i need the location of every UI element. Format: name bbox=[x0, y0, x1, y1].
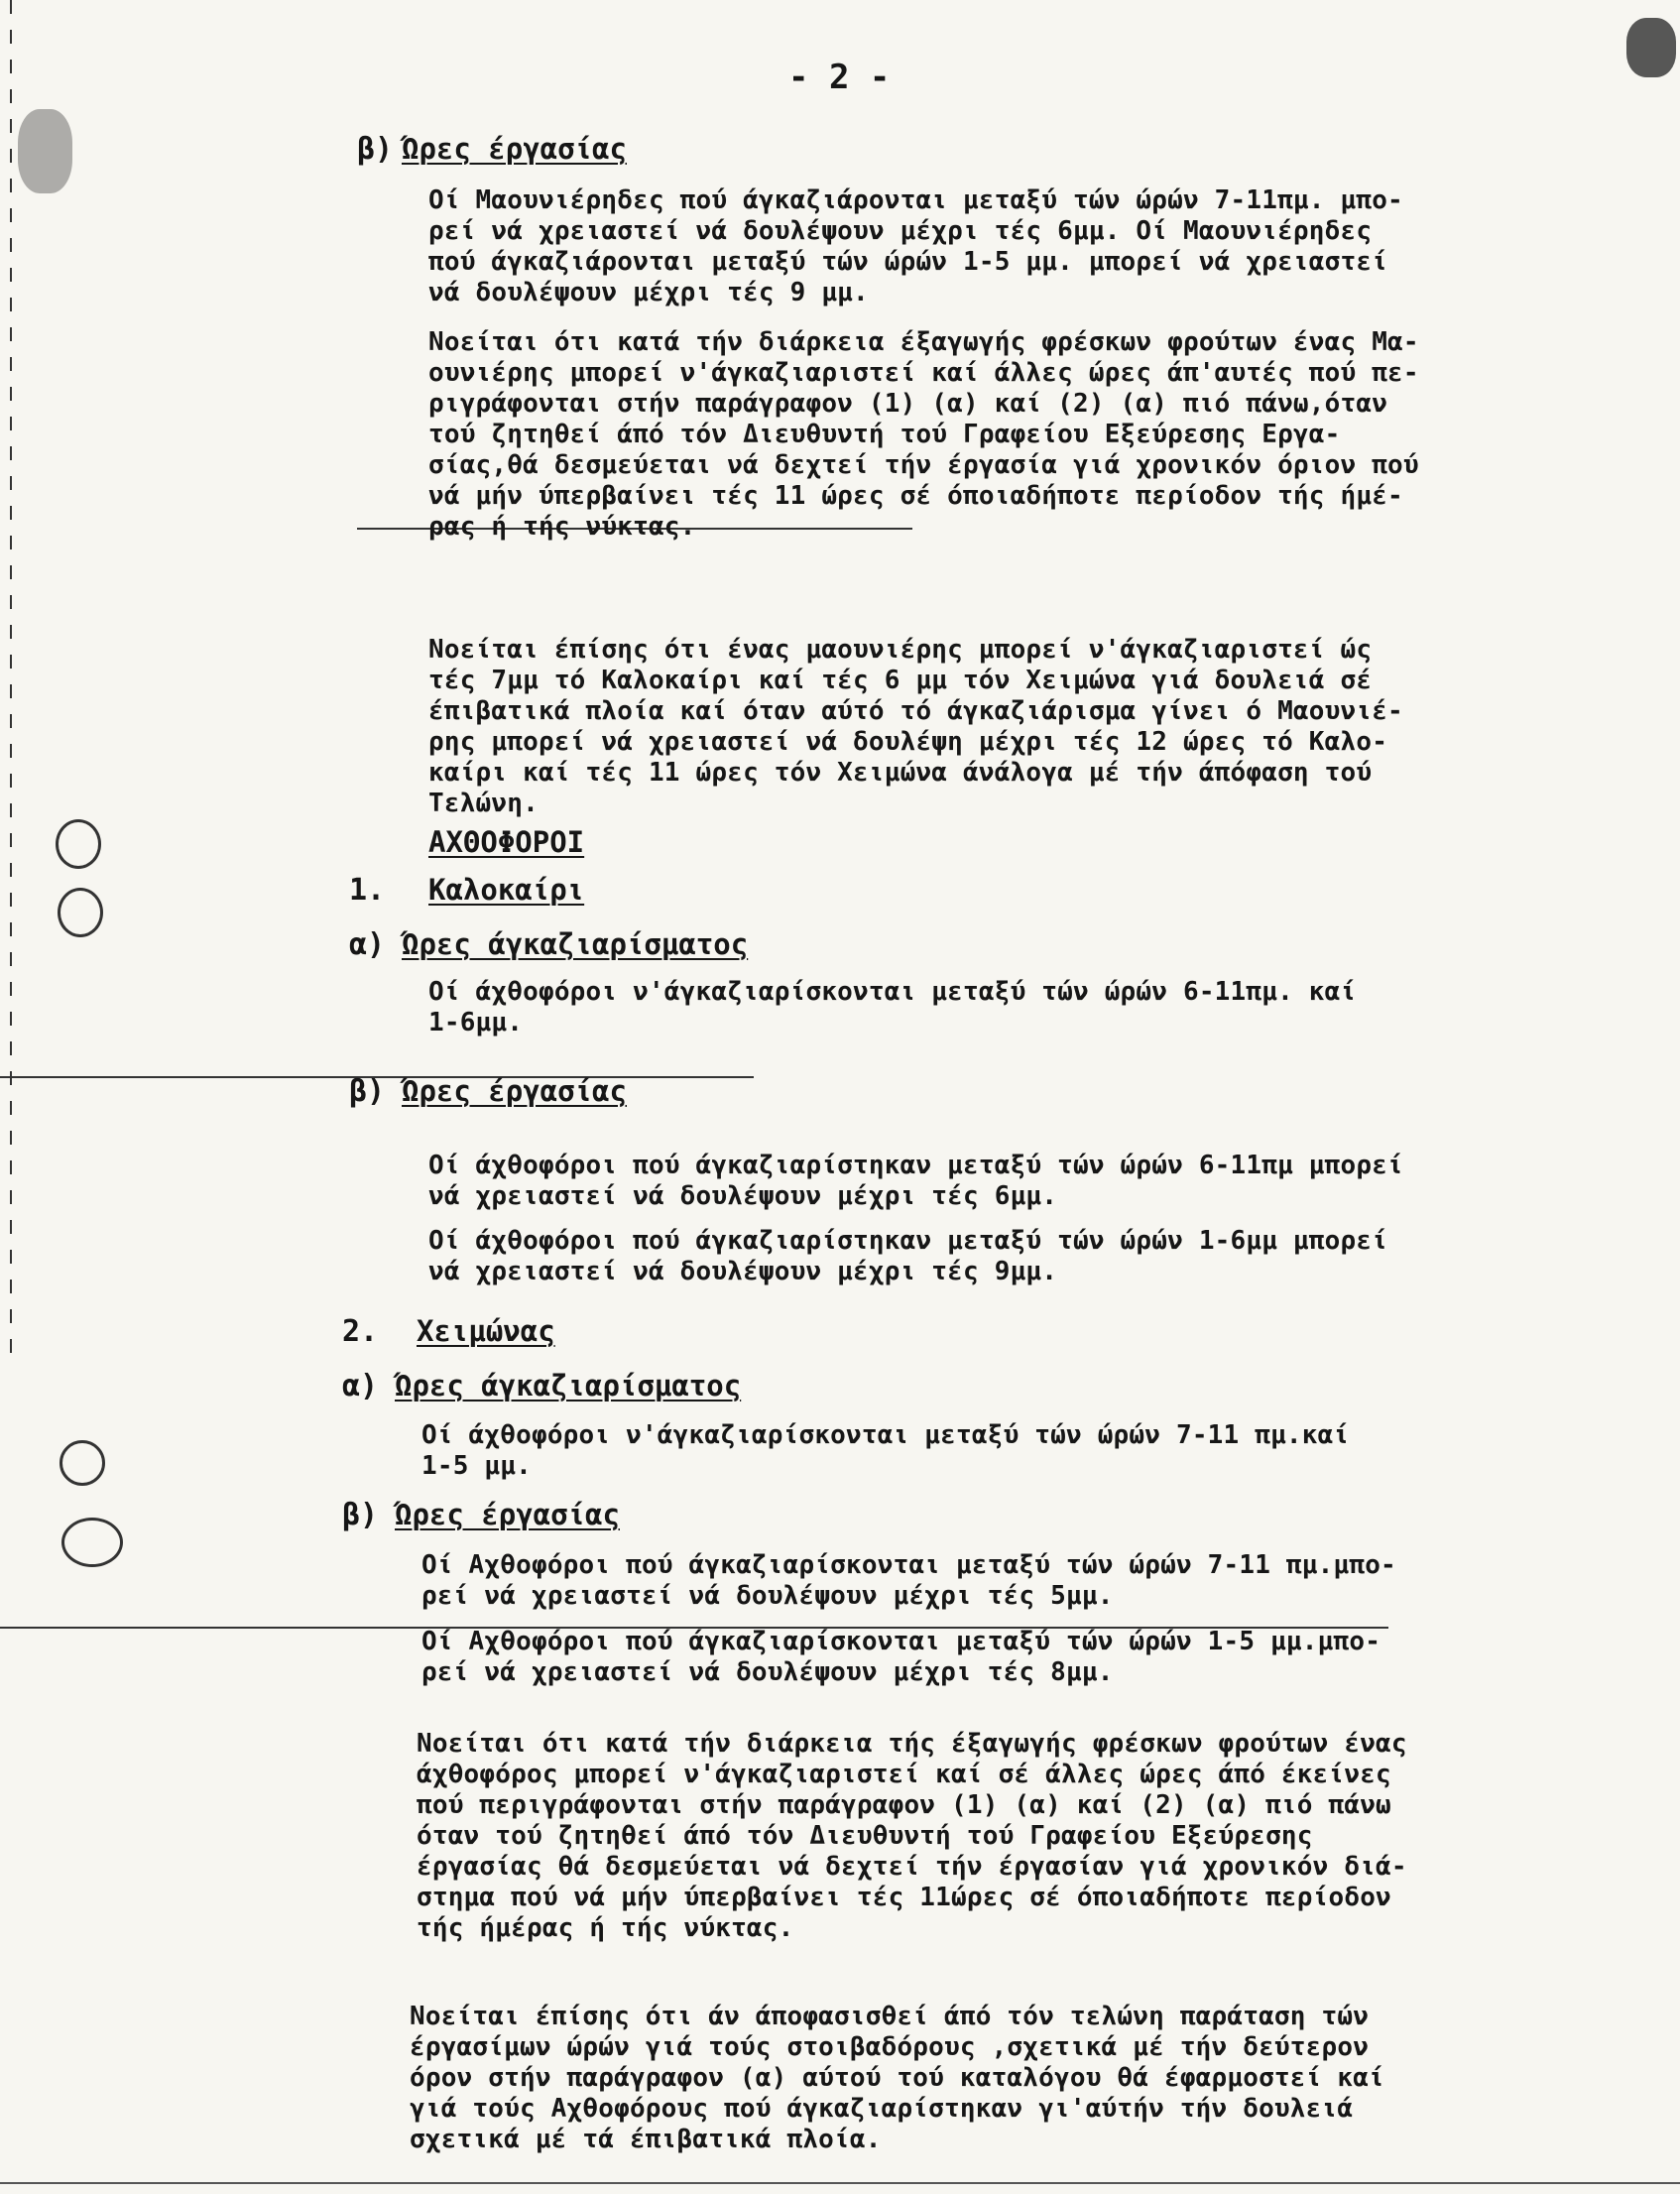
paragraph-line: Οί Αχθοφόροι πού άγκαζιαρίσκονται μεταξύ τών ώρών 7-11 πμ.μπο- bbox=[421, 1550, 1396, 1580]
paragraph-line: γιά τούς Αχθοφόρους πού άγκαζιαρίστηκαν γι'αύτήν τήν δουλειά bbox=[410, 2094, 1354, 2124]
paragraph-line: Νοείται ότι κατά τήν διάρκεια έξαγωγής φρέσκων φρούτων ένας Μα- bbox=[428, 327, 1419, 357]
paragraph bbox=[421, 1627, 1646, 1688]
section-heading: Ώρες έργασίας bbox=[395, 1498, 620, 1531]
section-marker: β) bbox=[357, 132, 394, 167]
paragraph-line: νά χρειαστεί νά δουλέψουν μέχρι τές 6μμ. bbox=[428, 1181, 1058, 1211]
section-heading: Ώρες άγκαζιαρίσματος bbox=[402, 927, 749, 961]
paragraph-line: έργασίας θά δεσμεύεται νά δεχτεί τήν έργασίαν γιά χρονικόν διά- bbox=[417, 1852, 1407, 1882]
paragraph-line: Νοείται έπίσης ότι άν άποφασισθεί άπό τόν τελώνη παράταση τών bbox=[410, 2002, 1370, 2031]
paragraph bbox=[410, 2002, 1646, 2155]
paragraph-line: Οί Μαουνιέρηδες πού άγκαζιάρονται μεταξύ τών ώρών 7-11πμ. μπο- bbox=[428, 185, 1403, 215]
paragraph bbox=[428, 1226, 1646, 1287]
paragraph-line: έπιβατικά πλοία καί όταν αύτό τό άγκαζιάρισμα γίνει ό Μαουνιέ- bbox=[428, 696, 1403, 726]
section-heading: Καλοκαίρι bbox=[428, 873, 585, 907]
section-marker: β) bbox=[342, 1498, 379, 1532]
paragraph-line: ρεί νά χρειαστεί νά δουλέψουν μέχρι τές 5μμ. bbox=[421, 1581, 1114, 1611]
paragraph-line: τής ήμέρας ή τής νύκτας. bbox=[417, 1913, 794, 1943]
page-number: - 2 - bbox=[788, 58, 891, 97]
section-marker: α) bbox=[349, 927, 386, 962]
section-marker: α) bbox=[342, 1369, 379, 1403]
paragraph-line: Οί Αχθοφόροι πού άγκαζιαρίσκονται μεταξύ τών ώρών 1-5 μμ.μπο- bbox=[421, 1627, 1381, 1656]
paragraph bbox=[428, 327, 1646, 543]
paragraph-line: σίας,θά δεσμεύεται νά δεχτεί τήν έργασία γιά χρονικόν όριον πού bbox=[428, 450, 1419, 480]
binder-hole-mark bbox=[58, 888, 103, 937]
paragraph bbox=[428, 635, 1646, 819]
paragraph bbox=[428, 1151, 1646, 1212]
paragraph-line: νά δουλέψουν μέχρι τές 9 μμ. bbox=[428, 278, 869, 307]
paragraph bbox=[421, 1420, 1646, 1482]
paragraph-line: 1-5 μμ. bbox=[421, 1451, 532, 1481]
paragraph-line: πού περιγράφονται στήν παράγραφον (1) (α) καί (2) (α) πιό πάνω bbox=[417, 1790, 1391, 1820]
paragraph bbox=[417, 1729, 1646, 1944]
paragraph-line: έργασίμων ώρών γιά τούς στοιβαδόρους ,σχετικά μέ τήν δεύτερον bbox=[410, 2032, 1370, 2062]
paragraph-line: Οί άχθοφόροι ν'άγκαζιαρίσκονται μεταξύ τών ώρών 7-11 πμ.καί bbox=[421, 1420, 1350, 1450]
binder-hole-mark bbox=[60, 1440, 105, 1486]
scan-smudge-top-left bbox=[18, 109, 72, 193]
binder-hole-mark bbox=[61, 1518, 123, 1567]
paragraph-line: όρον στήν παράγραφον (α) αύτού τού καταλόγου θά έφαρμοστεί καί bbox=[410, 2063, 1384, 2093]
paragraph-line: Οί άχθοφόροι πού άγκαζιαρίστηκαν μεταξύ τών ώρών 6-11πμ μπορεί bbox=[428, 1151, 1403, 1180]
paragraph-line: νά χρειαστεί νά δουλέψουν μέχρι τές 9μμ. bbox=[428, 1257, 1058, 1286]
paragraph-line: ρεί νά χρειαστεί νά δουλέψουν μέχρι τές 8μμ. bbox=[421, 1657, 1114, 1687]
section-heading: Χειμώνας bbox=[417, 1314, 555, 1348]
scan-smudge-top-right bbox=[1626, 18, 1676, 77]
paragraph-line: ρεί νά χρειαστεί νά δουλέψουν μέχρι τές 6μμ. Οί Μαουνιέρηδες bbox=[428, 216, 1373, 246]
paragraph-line: πού άγκαζιάρονται μεταξύ τών ώρών 1-5 μμ. μπορεί νά χρειαστεί bbox=[428, 247, 1388, 277]
paragraph-line: καίρι καί τές 11 ώρες τόν Χειμώνα άνάλογα μέ τήν άπόφαση τού bbox=[428, 758, 1373, 788]
section-heading: ΑΧΘΟΦΟΡΟΙ bbox=[428, 825, 585, 859]
paragraph-line: ρας ή τής νύκτας. bbox=[428, 512, 696, 542]
paragraph bbox=[428, 185, 1646, 308]
paragraph-line: τού ζητηθεί άπό τόν Διευθυντή τού Γραφείου Εξεύρεσης Εργα- bbox=[428, 420, 1341, 449]
paragraph-line: Οί άχθοφόροι πού άγκαζιαρίστηκαν μεταξύ τών ώρών 1-6μμ μπορεί bbox=[428, 1226, 1388, 1256]
section-marker: 1. bbox=[349, 873, 386, 908]
paragraph-line: Τελώνη. bbox=[428, 789, 539, 818]
section-heading: Ώρες έργασίας bbox=[402, 132, 627, 166]
paragraph-line: σχετικά μέ τά έπιβατικά πλοία. bbox=[410, 2125, 882, 2154]
paragraph bbox=[428, 977, 1646, 1038]
paragraph-line: ρης μπορεί νά χρειαστεί νά δουλέψη μέχρι τές 12 ώρες τό Καλο- bbox=[428, 727, 1388, 757]
paragraph-line: άχθοφόρος μπορεί ν'άγκαζιαριστεί καί σέ άλλες ώρες άπό έκείνες bbox=[417, 1760, 1391, 1789]
binder-hole-mark bbox=[56, 819, 101, 869]
paragraph-line: όταν τού ζητηθεί άπό τόν Διευθυντή τού Γραφείου Εξεύρεσης bbox=[417, 1821, 1313, 1851]
paragraph-line: ριγράφονται στήν παράγραφον (1) (α) καί (2) (α) πιό πάνω,όταν bbox=[428, 389, 1388, 419]
paragraph-line: ουνιέρης μπορεί ν'άγκαζιαριστεί καί άλλες ώρες άπ'αυτές πού πε- bbox=[428, 358, 1419, 388]
paragraph-line: 1-6μμ. bbox=[428, 1008, 524, 1037]
paragraph-line: Νοείται έπίσης ότι ένας μαουνιέρης μπορεί ν'άγκαζιαριστεί ώς bbox=[428, 635, 1373, 665]
paragraph-line: Νοείται ότι κατά τήν διάρκεια τής έξαγωγής φρέσκων φρούτων ένας bbox=[417, 1729, 1407, 1759]
paragraph-line: νά μήν ύπερβαίνει τές 11 ώρες σέ όποιαδήποτε περίοδον τής ήμέ- bbox=[428, 481, 1403, 511]
section-heading: Ώρες άγκαζιαρίσματος bbox=[395, 1369, 742, 1402]
section-marker: β) bbox=[349, 1074, 386, 1109]
section-heading: Ώρες έργασίας bbox=[402, 1074, 627, 1108]
left-margin-dashes bbox=[10, 0, 12, 1369]
section-marker: 2. bbox=[342, 1314, 379, 1349]
paragraph bbox=[421, 1550, 1646, 1612]
bottom-edge-line bbox=[0, 2182, 1680, 2184]
paragraph-line: στημα πού νά μήν ύπερβαίνει τές 11ώρες σέ όποιαδήποτε περίοδον bbox=[417, 1883, 1391, 1912]
paragraph-line: Οί άχθοφόροι ν'άγκαζιαρίσκονται μεταξύ τών ώρών 6-11πμ. καί bbox=[428, 977, 1357, 1007]
paragraph-line: τές 7μμ τό Καλοκαίρι καί τές 6 μμ τόν Χειμώνα γιά δουλειά σέ bbox=[428, 666, 1373, 695]
